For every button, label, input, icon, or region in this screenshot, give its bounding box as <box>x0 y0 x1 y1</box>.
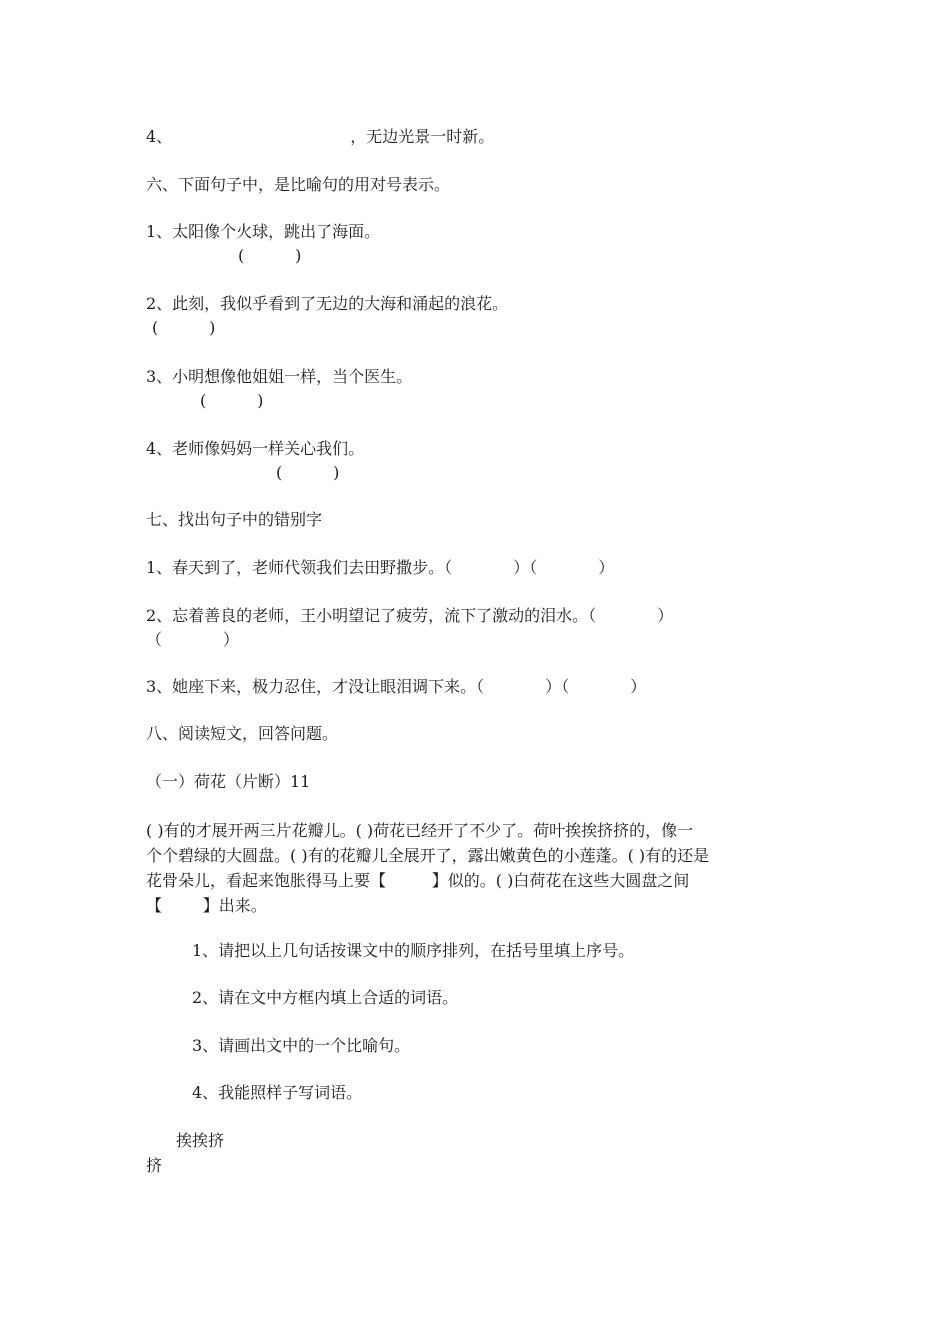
section8-heading: 八、阅读短文，回答问题。 <box>146 724 339 743</box>
section6-heading: 六、下面句子中，是比喻句的用对号表示。 <box>146 175 451 194</box>
question-2: 2、请在文中方框内填上合适的词语。 <box>192 988 459 1007</box>
section7-item-1: 1、春天到了，老师代领我们去田野撒步。（ ）（ ） <box>146 558 615 577</box>
question-1: 1、请把以上几句话按课文中的顺序排列，在括号里填上序号。 <box>192 941 635 960</box>
passage-text <box>146 818 811 918</box>
answer-blank-3[interactable]: ( ) <box>200 391 264 410</box>
example-word-cont: 挤 <box>146 1156 163 1175</box>
section6-item-4: 4、老师像妈妈一样关心我们。 <box>146 439 365 458</box>
passage-line-4: 【 】出来。 <box>146 896 267 915</box>
passage-title: （一）荷花（片断）11 <box>146 772 311 791</box>
example-word: 挨挨挤 <box>176 1131 225 1150</box>
section7-heading: 七、找出句子中的错别字 <box>146 510 323 529</box>
section6-item-1: 1、太阳像个火球，跳出了海面。 <box>146 222 381 241</box>
passage-line-2: 个个碧绿的大圆盘。( )有的花瓣儿全展开了，露出嫩黄色的小莲蓬。( )有的还是 <box>146 846 710 865</box>
answer-blank-4[interactable]: ( ) <box>276 463 340 482</box>
section6-item-3: 3、小明想像他姐姐一样，当个医生。 <box>146 367 413 386</box>
answer-blank-2[interactable]: ( ) <box>152 318 216 337</box>
section7-item-2-cont: （ ） <box>146 630 240 649</box>
section6-item-2: 2、此刻，我似乎看到了无边的大海和涌起的浪花。 <box>146 294 509 313</box>
question-3: 3、请画出文中的一个比喻句。 <box>192 1036 411 1055</box>
answer-blank-1[interactable]: ( ) <box>238 246 302 265</box>
poem-fill-line: 4、 ，无边光景一时新。 <box>146 127 495 146</box>
passage-line-1: ( )有的才展开两三片花瓣儿。( )荷花已经开了不少了。荷叶挨挨挤挤的，像一 <box>146 821 694 840</box>
section7-item-3: 3、她座下来，极力忍住，才没让眼泪调下来。（ ）（ ） <box>146 677 647 696</box>
question-4: 4、我能照样子写词语。 <box>192 1083 363 1102</box>
passage-line-3: 花骨朵儿，看起来饱胀得马上要【 】似的。( )白荷花在这些大圆盘之间 <box>146 871 690 890</box>
section7-item-2: 2、忘着善良的老师，王小明望记了疲劳，流下了激动的泪水。（ ） <box>146 606 674 625</box>
